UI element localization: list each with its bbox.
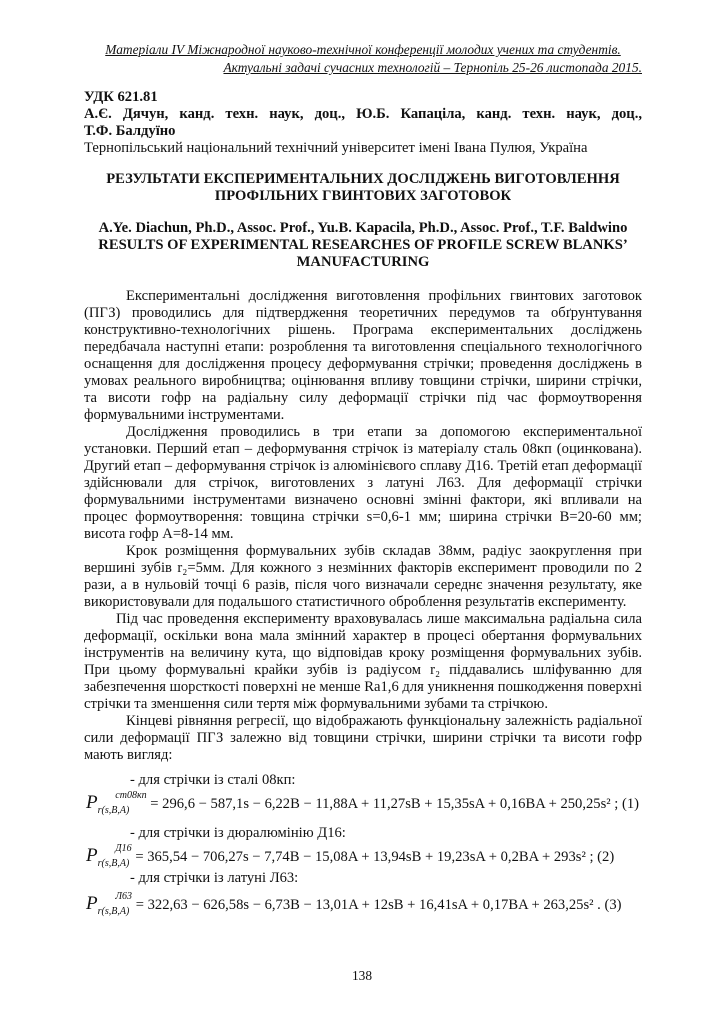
equation-2-rhs: = 365,54 − 706,27s − 7,74B − 15,08A + 13,94sB + 19,23sA + 0,2BA + 293s² ; (2) — [135, 849, 615, 865]
equation-3-rhs: = 322,63 − 626,58s − 6,73B − 13,01A + 12sB + 16,41sA + 0,17BA + 263,25s² . (3) — [135, 897, 622, 913]
authors-ua-line2: Т.Ф. Балдуїно — [84, 123, 176, 139]
equation-3-symbol: P — [86, 893, 98, 914]
equation-2-subscript: r(s,B,A) — [97, 858, 130, 869]
paragraph-3: Крок розміщення формувальних зубів складав 38мм, радіус заокруглення при вершині зубів r₂=5мм. Для кожного з незмінних факторів експеримент проводили по 2 рази, а в нульовій точці 6 разів, після чого визначали середнє значення результату, яке використовували для подальшого статистичного оброблення результатів експерименту. — [84, 543, 642, 610]
paragraph-1: Експериментальні дослідження виготовлення профільних гвинтових заготовок (ПГЗ) проводились для підтвердження теоретичних передумов та обґрунтування конструктивно-технологічних рішень. Програма експериментальних досліджень передбачала наступні етапи: розроблення та виготовлення спеціального технологічного оснащення для дослідження процесу деформування стрічки; проведення досліджень в умовах реального виробництва; оцінювання впливу товщини стрічки, ширини стрічки, та висоти гофр на радіальну силу деформації стрічки під час формоутворення формувальними інструментами. — [84, 288, 642, 423]
equation-1 — [86, 792, 639, 814]
equation-1-rhs: = 296,6 − 587,1s − 6,22B − 11,88A + 11,27sB + 15,35sA + 0,16BA + 250,25s² ; (1) — [150, 796, 640, 812]
udc-code: УДК 621.81 — [84, 89, 158, 105]
equation-1-superscript: ст08кп — [115, 790, 147, 801]
authors-en: A.Ye. Diachun, Ph.D., Assoc. Prof., Yu.B. Kapacila, Ph.D., Assoc. Prof., T.F. Baldwino — [98, 220, 628, 236]
equation-1-symbol: P — [86, 792, 98, 813]
paragraph-4: Під час проведення експерименту враховувалась лише максимальна радіальна сила деформації, оскільки вона мала змінний характер в процесі обертання формувальних інструментів на величину кута, що відповідав кроку розміщення формувальних зубів. При цьому формувальні крайки зубів із радіусом r₂ піддавались шліфуванню для забезпечення шорсткості поверхні не менше Ra1,6 для уникнення пошкодження поверхні стрічки та зменшення сили тертя між формувальними зубами та стрічкою. — [84, 611, 642, 712]
page-number: 138 — [351, 968, 373, 983]
title-en-line1: RESULTS OF EXPERIMENTAL RESEARCHES OF PROFILE SCREW BLANKS’ — [98, 237, 628, 253]
title-en-line2: MANUFACTURING — [296, 254, 430, 270]
title-ua-line1: РЕЗУЛЬТАТИ ЕКСПЕРИМЕНТАЛЬНИХ ДОСЛІДЖЕНЬ ВИГОТОВЛЕННЯ — [106, 171, 620, 187]
equation-3-label: - для стрічки із латуні Л63: — [130, 870, 299, 886]
paragraph-2: Дослідження проводились в три етапи за допомогою експериментальної установки. Перший етап – деформування стрічок із матеріалу сталь 08кп (оцинкована). Другий етап – деформування стрічок із алюмінієвого сплаву Д16. Третій етап деформації здійснювали для стрічок, виготовлених з латуні Л63. Для деформації стрічки формувальними інструментами визначено основні змінні фактори, які впливали на процес формоутворення: товщина стрічки s=0,6-1 мм; ширина стрічки B=20-60 мм; висота гофр A=8-14 мм. — [84, 424, 642, 542]
paragraph-5: Кінцеві рівняння регресії, що відображають функціональну залежність радіальної сили деформації ПГЗ залежно від товщини стрічки, ширини стрічки та висоти гофр мають вигляд: — [84, 713, 642, 763]
equation-3-subscript: r(s,B,A) — [97, 906, 130, 917]
conference-header-line1: Матеріали IV Міжнародної науково-технічної конференції молодих учених та студентів. — [105, 42, 621, 57]
equation-1-label: - для стрічки із сталі 08кп: — [130, 772, 296, 788]
equation-1-subscript: r(s,B,A) — [97, 805, 130, 816]
equation-2-symbol: P — [86, 845, 98, 866]
title-ua-line2: ПРОФІЛЬНИХ ГВИНТОВИХ ЗАГОТОВОК — [214, 188, 512, 204]
equation-3-superscript: Л63 — [115, 891, 133, 902]
equation-2 — [86, 845, 614, 867]
affiliation: Тернопільський національний технічний університет імені Івана Пулюя, Україна — [84, 140, 588, 156]
equation-3 — [86, 893, 622, 915]
equation-2-label: - для стрічки із дюралюмінію Д16: — [130, 825, 346, 841]
authors-ua-line1: А.Є. Дячун, канд. техн. наук, доц., Ю.Б. Капаціла, канд. техн. наук, доц., — [84, 106, 642, 122]
body-text — [84, 288, 642, 764]
conference-header-line2: Актуальні задачі сучасних технологій – Тернопіль 25-26 листопада 2015. — [223, 60, 642, 75]
equation-2-superscript: Д16 — [115, 843, 132, 854]
